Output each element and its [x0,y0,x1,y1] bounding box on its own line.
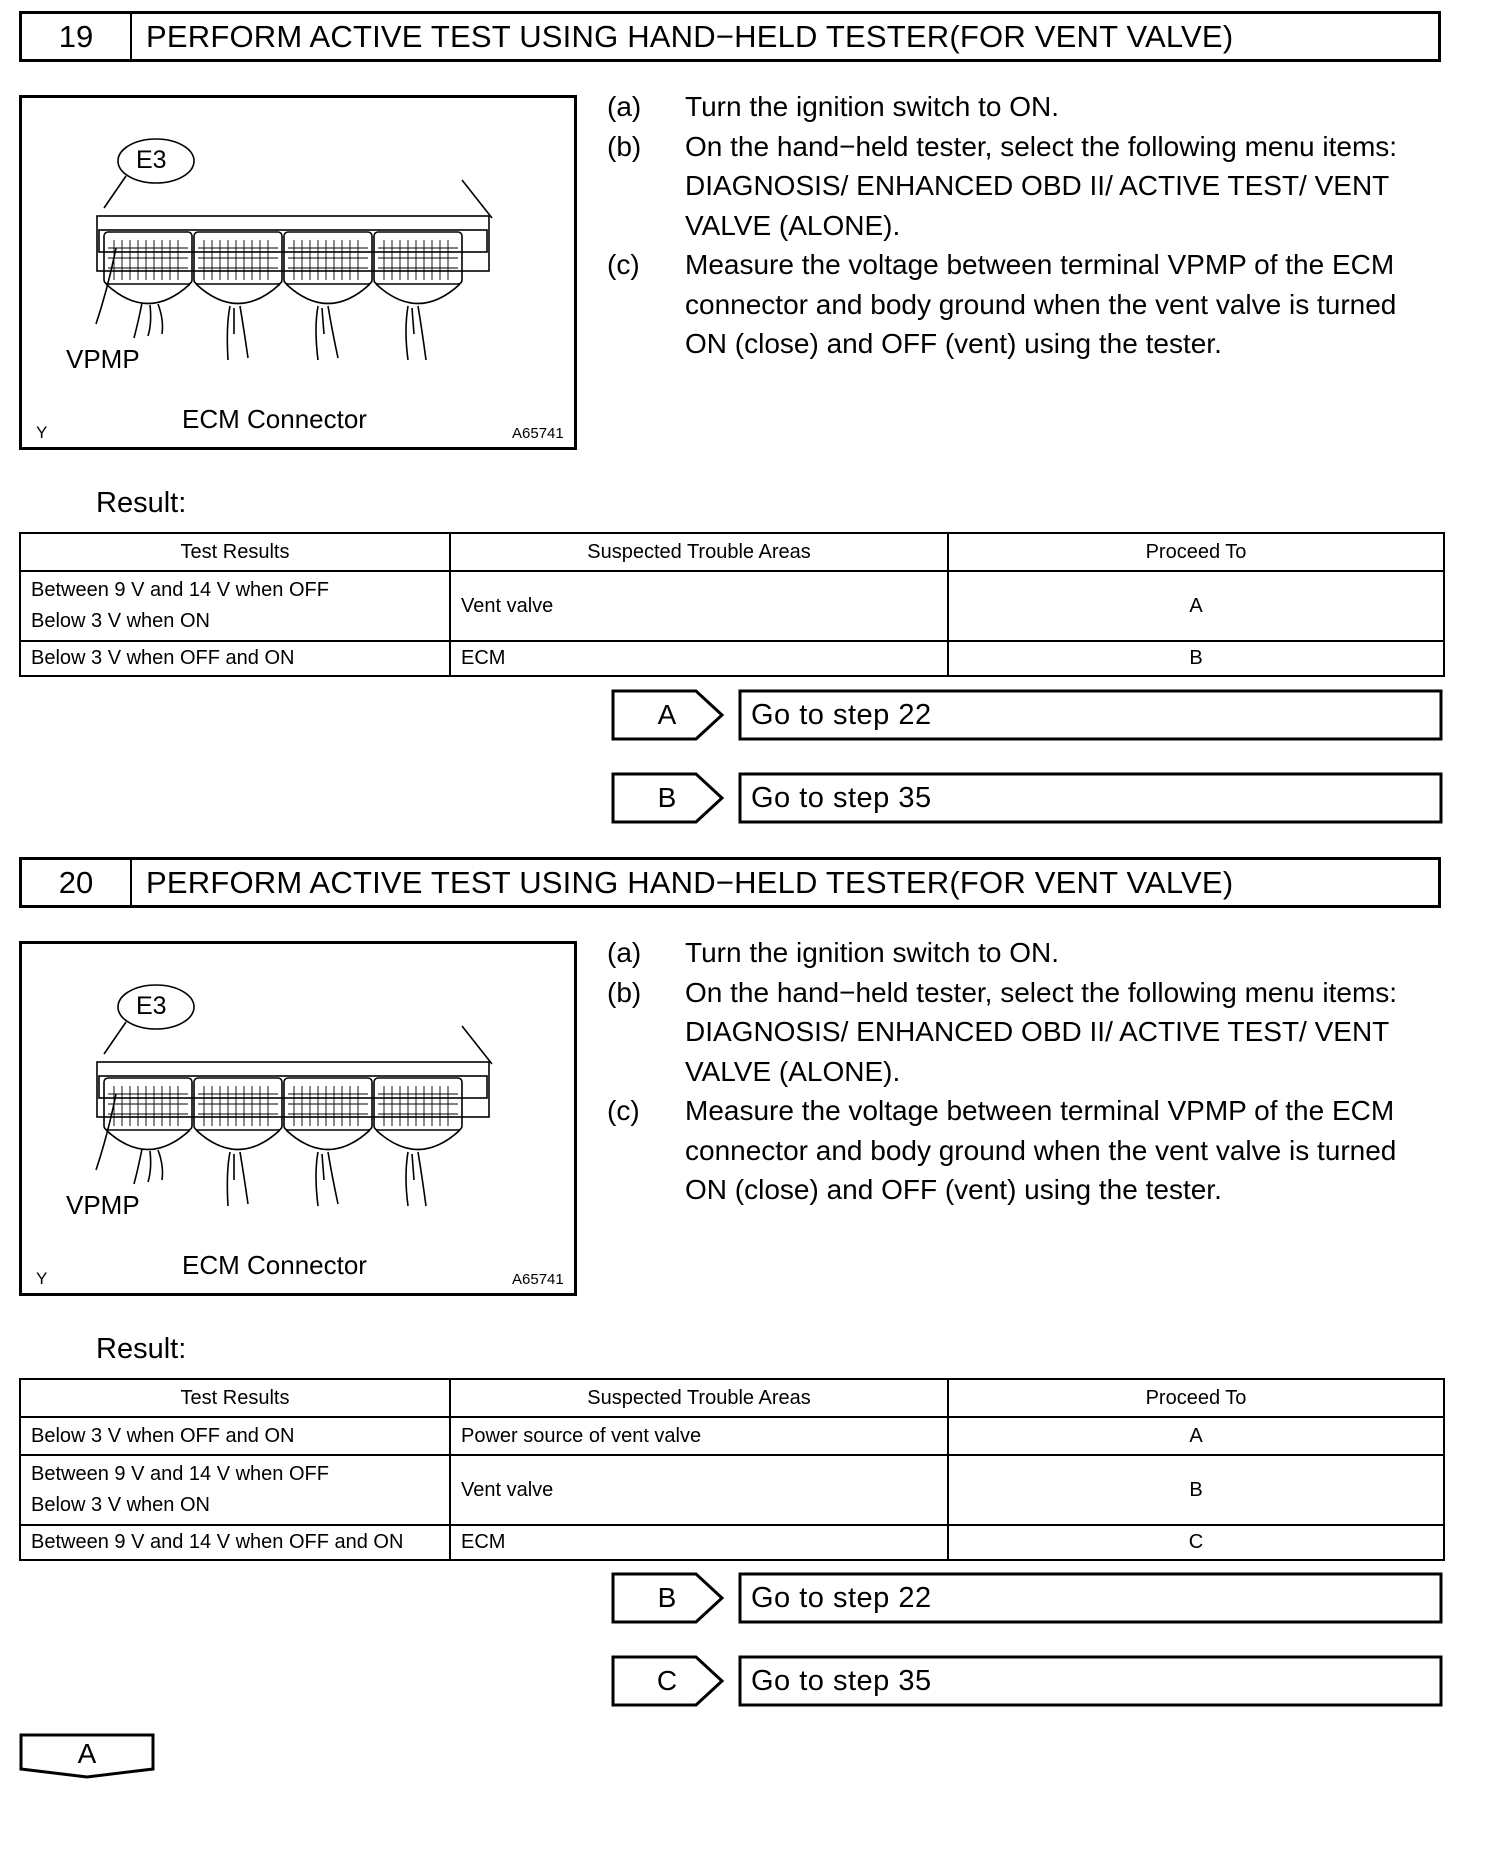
terminal-label: VPMP [66,344,140,374]
result-label: Result: [96,1333,187,1365]
proceed-cell: C [948,1525,1444,1560]
cell-line: Below 3 V when ON [31,1494,210,1516]
instruction-line: Turn the ignition switch to ON. [685,937,1060,968]
goto-letter: C [656,1665,678,1696]
table-header-row [20,1379,1444,1417]
table-row [20,571,1444,641]
goto-text: Go to step 35 [751,782,932,814]
instruction-line: DIAGNOSIS/ ENHANCED OBD II/ ACTIVE TEST/ VENT [685,1016,1390,1047]
instruction-item [607,933,1467,973]
trouble-area-cell: Power source of vent valve [450,1417,948,1455]
connector-id-label: E3 [136,992,167,1020]
instruction-line: ON (close) and OFF (vent) using the tester. [685,328,1222,359]
test-result-cell [20,1417,450,1455]
result-table [19,1378,1445,1561]
column-header: Proceed To [948,1379,1444,1417]
cell-line: Between 9 V and 14 V when OFF [31,1463,329,1485]
figure-code: A65741 [512,1271,564,1288]
goto-text: Go to step 22 [751,699,932,731]
step-title: PERFORM ACTIVE TEST USING HAND−HELD TESTER(FOR VENT VALVE) [146,18,1234,54]
trouble-area-cell: ECM [450,1525,948,1560]
column-header: Suspected Trouble Areas [450,533,948,571]
goto-arrow-frame [611,689,1443,741]
trouble-area-cell: ECM [450,641,948,676]
step-number: 19 [22,14,132,59]
test-result-cell [20,571,450,641]
connector-id-label: E3 [136,146,167,174]
cell-line: Below 3 V when ON [31,610,210,632]
step-title: PERFORM ACTIVE TEST USING HAND−HELD TESTER(FOR VENT VALVE) [146,864,1234,900]
column-header: Suspected Trouble Areas [450,1379,948,1417]
column-header: Proceed To [948,533,1444,571]
ecm-connector-figure [19,941,577,1296]
result-label: Result: [96,487,187,519]
instruction-list [607,933,1467,1210]
goto-step-link[interactable] [611,1572,1443,1624]
corner-mark: Y [36,1269,48,1288]
instruction-text [685,127,1467,246]
instruction-key: (c) [607,249,640,280]
goto-text: Go to step 35 [751,1665,932,1697]
instruction-key: (b) [607,130,642,162]
goto-text: Go to step 22 [751,1582,932,1614]
table-row [20,1417,1444,1455]
proceed-cell: B [948,641,1444,676]
instruction-line: On the hand−held tester, select the following menu items: [685,976,1398,1008]
ecm-connector-illustration [22,944,574,1293]
continue-letter: A [77,1738,97,1769]
terminal-label: VPMP [66,1190,140,1220]
cell-line: Below 3 V when OFF and ON [31,647,295,669]
instruction-list [607,87,1467,364]
ecm-connector-figure [19,95,577,450]
trouble-area-cell: Vent valve [450,571,948,641]
goto-arrow-frame [611,772,1443,824]
instruction-text [685,1091,1467,1210]
proceed-cell: A [948,571,1444,641]
instruction-line: connector and body ground when the vent valve is turned [685,1134,1397,1166]
result-table [19,532,1445,677]
instruction-item [607,127,1467,246]
test-result-cell [20,641,450,676]
goto-step-link[interactable] [611,689,1443,741]
table-row [20,1455,1444,1525]
cell-line: Between 9 V and 14 V when OFF and ON [31,1531,404,1553]
test-result-cell [20,1525,450,1560]
instruction-key: (a) [607,91,642,122]
instruction-line: Measure the voltage between terminal VPMP of the ECM [685,1095,1395,1126]
goto-step-link[interactable] [611,772,1443,824]
instruction-line: Measure the voltage between terminal VPMP of the ECM [685,249,1395,280]
goto-letter: B [657,782,677,813]
figure-caption: ECM Connector [182,404,367,434]
ecm-connector-illustration [22,98,574,447]
goto-letter: A [657,699,677,730]
instruction-key: (a) [607,937,642,968]
goto-letter: B [657,1582,677,1613]
column-header: Test Results [20,533,450,571]
cell-line: Below 3 V when OFF and ON [31,1424,295,1447]
figure-caption: ECM Connector [182,1250,367,1280]
instruction-key: (c) [607,1095,640,1126]
instruction-item [607,1091,1467,1210]
instruction-text [685,933,1467,973]
step-header [19,857,1441,908]
table-row [20,641,1444,676]
instruction-item [607,87,1467,127]
cell-line: Between 9 V and 14 V when OFF [31,579,329,601]
instruction-item [607,973,1467,1092]
goto-step-link[interactable] [611,1655,1443,1707]
proceed-cell: B [948,1455,1444,1525]
instruction-text [685,87,1467,127]
instruction-item [607,245,1467,364]
instruction-line: On the hand−held tester, select the following menu items: [685,130,1398,162]
continue-tag[interactable] [19,1733,155,1779]
table-row [20,1525,1444,1560]
instruction-line: VALVE (ALONE). [685,1055,901,1087]
goto-arrow-frame [611,1655,1443,1707]
column-header: Test Results [20,1379,450,1417]
figure-code: A65741 [512,425,564,442]
instruction-text [685,973,1467,1092]
proceed-cell: A [948,1417,1444,1455]
step-header [19,11,1441,62]
instruction-line: DIAGNOSIS/ ENHANCED OBD II/ ACTIVE TEST/ VENT [685,170,1390,201]
goto-arrow-frame [611,1572,1443,1624]
step-number: 20 [22,860,132,905]
instruction-line: ON (close) and OFF (vent) using the tester. [685,1174,1222,1205]
corner-mark: Y [36,423,48,442]
instruction-line: connector and body ground when the vent valve is turned [685,288,1397,320]
instruction-line: Turn the ignition switch to ON. [685,91,1060,122]
test-result-cell [20,1455,450,1525]
trouble-area-cell: Vent valve [450,1455,948,1525]
instruction-text [685,245,1467,364]
instruction-line: VALVE (ALONE). [685,209,901,241]
table-header-row [20,533,1444,571]
instruction-key: (b) [607,976,642,1008]
